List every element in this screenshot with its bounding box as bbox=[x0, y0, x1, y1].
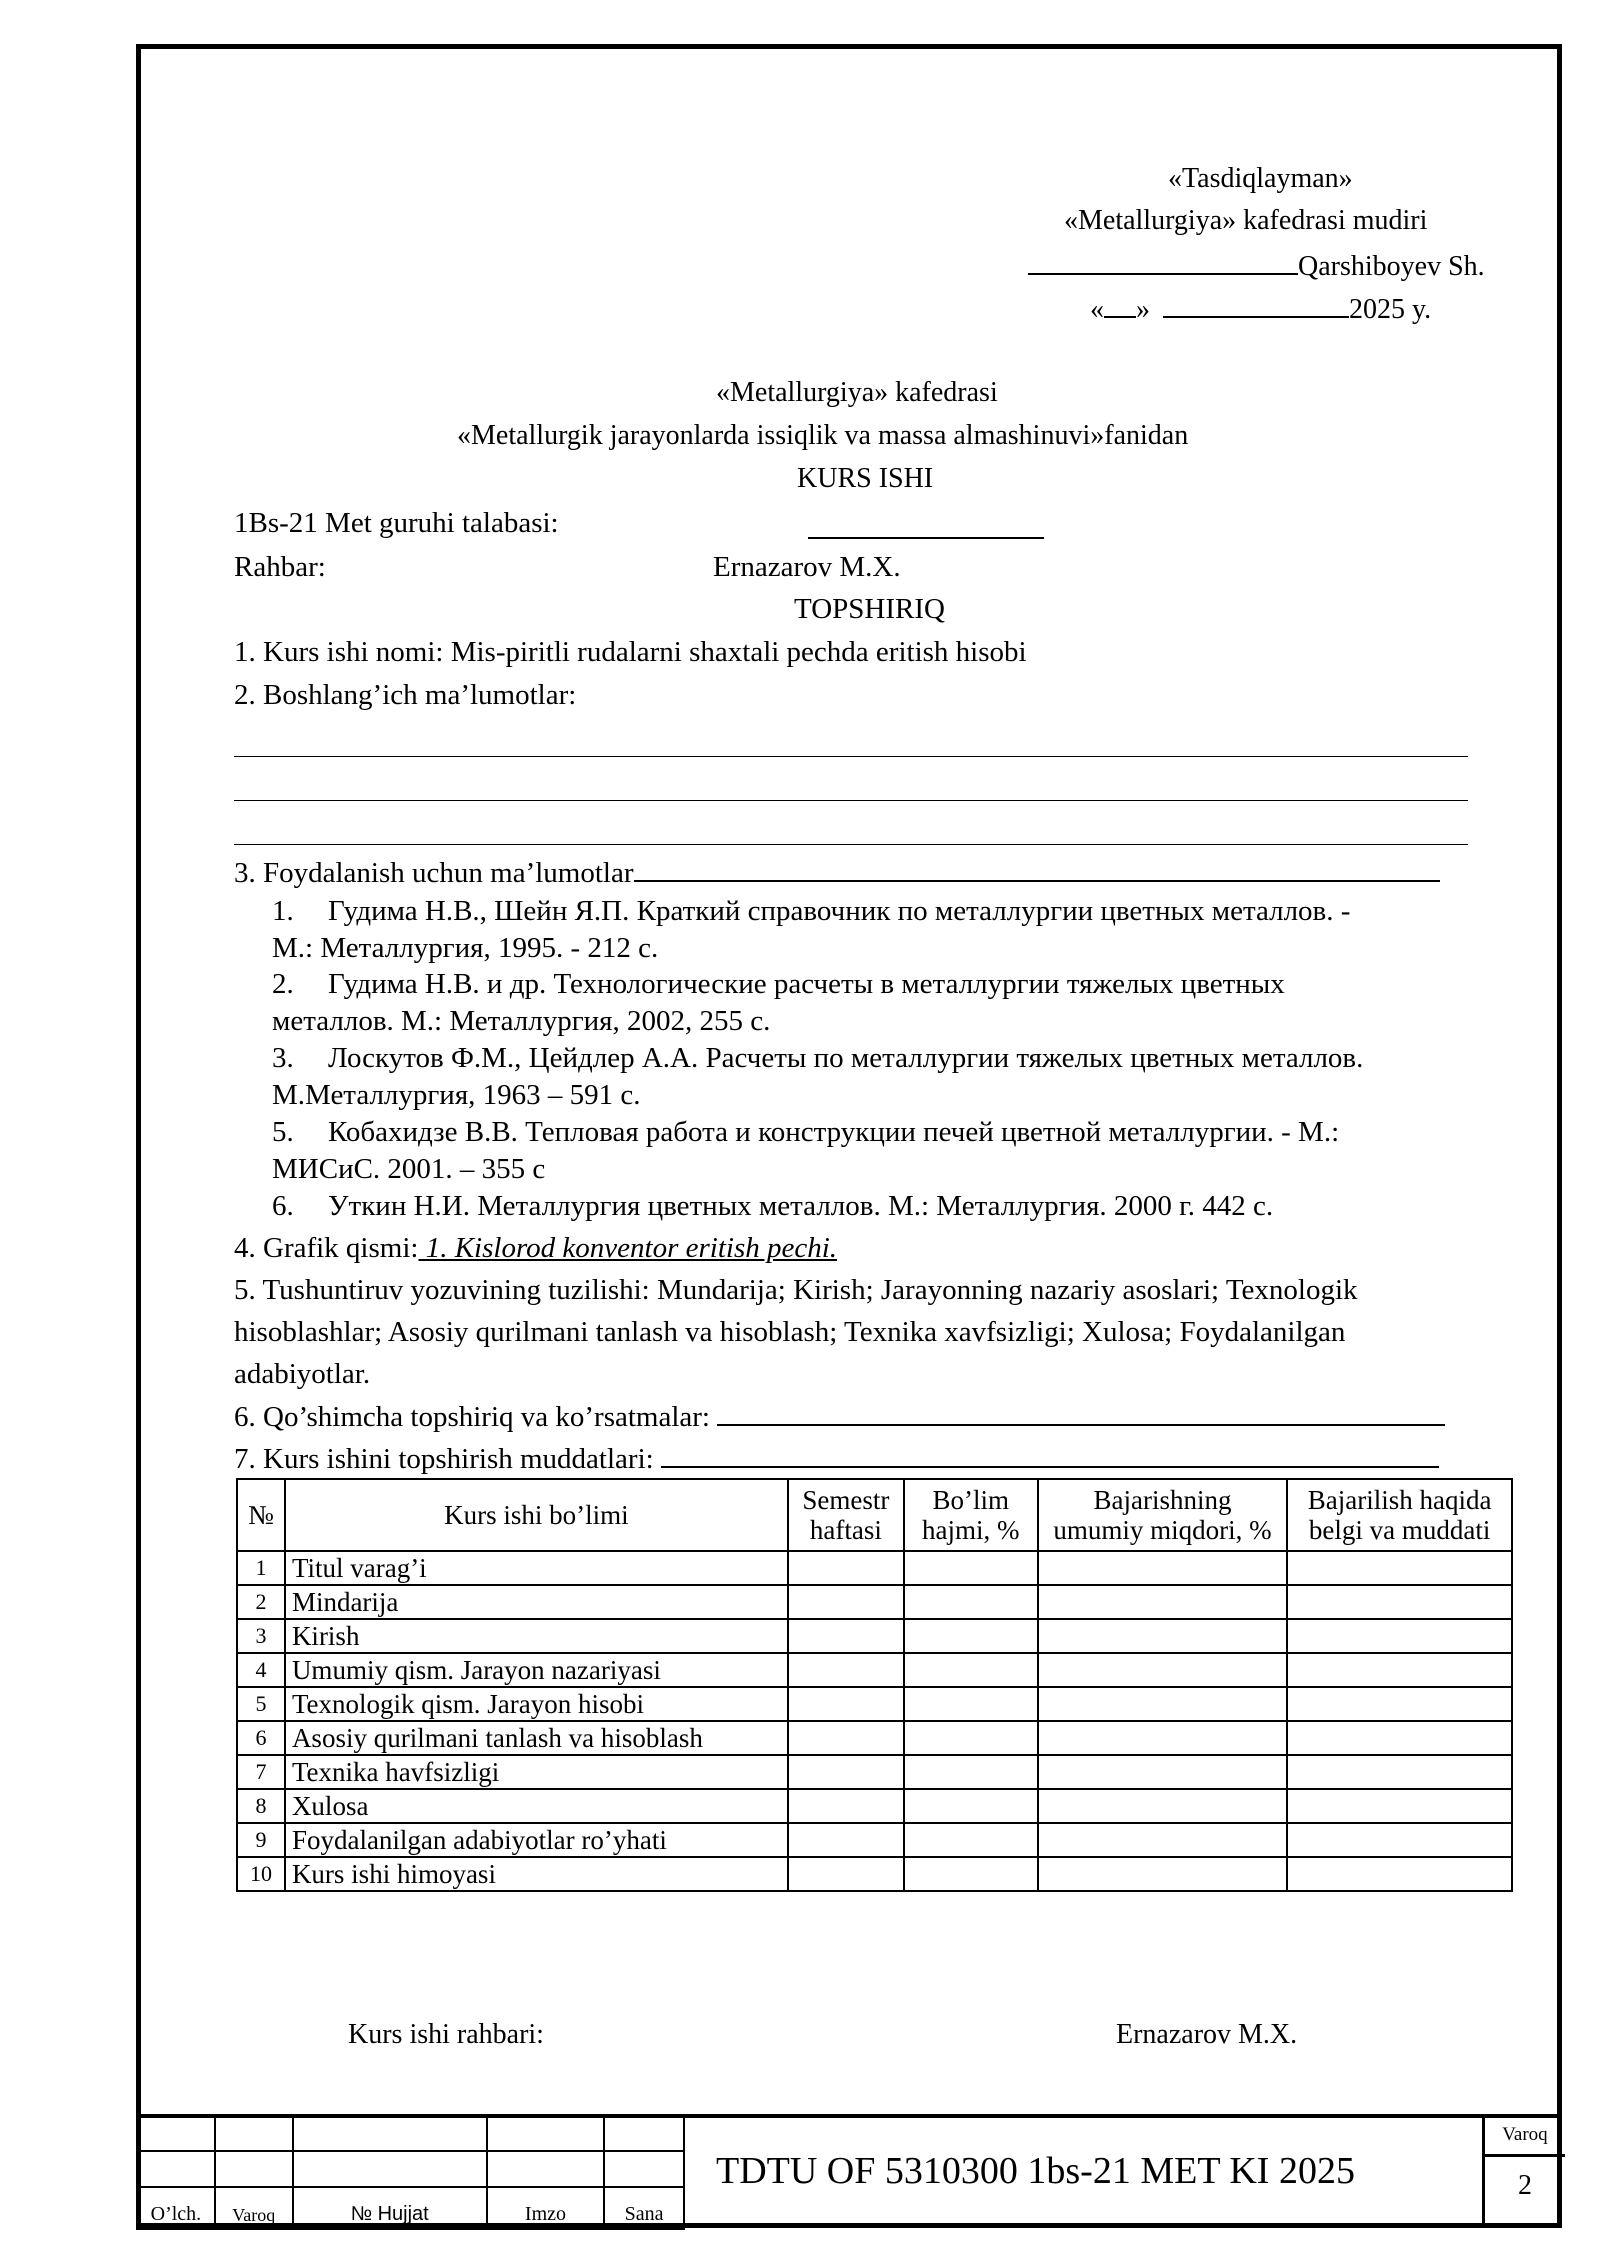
supervisor-label: Rahbar: bbox=[234, 551, 326, 583]
reference-item: 1. Гудима Н.В., Шейн Я.П. Краткий справочник по металлургии цветных металлов. - bbox=[272, 895, 1351, 927]
item-4-graphic-part bbox=[234, 1230, 837, 1266]
student-name-blank bbox=[808, 537, 1044, 539]
col-header-total: Bajarishning umumiy miqdori, % bbox=[1038, 1479, 1288, 1551]
stamp-col-varoq: Varoq bbox=[215, 2187, 293, 2229]
fill-line bbox=[234, 844, 1468, 845]
sheet-label: Varoq bbox=[1502, 2124, 1548, 2145]
title-block bbox=[136, 2114, 1562, 2228]
item-7-text: 7. Kurs ishini topshirish muddatlari: bbox=[234, 1443, 654, 1475]
date-year: 2025 y. bbox=[1349, 294, 1432, 325]
table-row: 5 Texnologik qism. Jarayon hisobi bbox=[237, 1687, 1512, 1721]
day-blank bbox=[1104, 290, 1136, 318]
table-header-row bbox=[237, 1479, 1512, 1551]
col-header-volume: Bo’lim hajmi, % bbox=[904, 1479, 1038, 1551]
doc-title: KURS ISHI bbox=[797, 463, 934, 494]
task-table bbox=[236, 1478, 1513, 1892]
item-7-deadlines bbox=[234, 1440, 1439, 1477]
table-row: 10 Kurs ishi himoyasi bbox=[237, 1857, 1512, 1891]
approval-position: «Metallurgiya» kafedrasi mudiri bbox=[1064, 205, 1428, 236]
fill-line bbox=[234, 800, 1468, 801]
head-name: Qarshiboyev Sh. bbox=[1298, 251, 1485, 282]
reference-item-cont: МИСиС. 2001. – 355 с bbox=[272, 1153, 546, 1185]
stamp-col-sana: Sana bbox=[604, 2187, 684, 2229]
reference-item-cont: М.Металлургия, 1963 – 591 с. bbox=[272, 1079, 641, 1111]
sheet-number: 2 bbox=[1518, 2170, 1532, 2201]
approval-signature-line bbox=[1028, 247, 1485, 284]
table-row: 1 Titul varag’i bbox=[237, 1551, 1512, 1585]
item-6-text: 6. Qo’shimcha topshiriq va ko’rsatmalar: bbox=[234, 1401, 710, 1433]
month-blank bbox=[1163, 290, 1349, 318]
reference-item: 3. Лоскутов Ф.М., Цейдлер А.А. Расчеты по металлургии тяжелых цветных металлов. bbox=[272, 1042, 1364, 1074]
item-4-value: 1. Kislorod konventor eritish pechi. bbox=[418, 1232, 838, 1264]
date-open-quote: « bbox=[1090, 294, 1104, 325]
signature-blank bbox=[1028, 247, 1298, 275]
date-close-quote: » bbox=[1136, 294, 1150, 325]
supervisor-name: Ernazarov M.X. bbox=[713, 551, 901, 583]
item-3-text: 3. Foydalanish uchun ma’lumotlar bbox=[234, 857, 634, 889]
item-5-structure-cont: hisoblashlar; Asosiy qurilmani tanlash va hisoblash; Texnika xavfsizligi; Xulosa; Foydalanilgan bbox=[234, 1316, 1346, 1348]
stamp-grid bbox=[136, 2114, 685, 2230]
item-5-structure-cont: adabiyotlar. bbox=[234, 1358, 371, 1390]
sheet-divider bbox=[1485, 2154, 1565, 2157]
sheet-cell bbox=[1482, 2114, 1565, 2228]
reference-item: 5. Кобахидзе В.В. Тепловая работа и конструкции печей цветной металлургии. - М.: bbox=[272, 1116, 1340, 1148]
approval-date bbox=[1090, 290, 1431, 327]
col-header-week: Semestr haftasi bbox=[788, 1479, 904, 1551]
department-title: «Metallurgiya» kafedrasi bbox=[716, 377, 998, 408]
stamp-col-imzo: Imzo bbox=[487, 2187, 605, 2229]
col-header-section: Kurs ishi bo’limi bbox=[285, 1479, 788, 1551]
stamp-col-hujjat: № Hujjat bbox=[293, 2187, 487, 2229]
table-row: 9 Foydalanilgan adabiyotlar ro’yhati bbox=[237, 1823, 1512, 1857]
table-row: 3 Kirish bbox=[237, 1619, 1512, 1653]
item-3-references-label bbox=[234, 854, 1440, 891]
subject-title: «Metallurgik jarayonlarda issiqlik va massa almashinuvi»fanidan bbox=[457, 420, 1189, 451]
signature-label: Kurs ishi rahbari: bbox=[348, 2019, 544, 2050]
signature-name: Ernazarov M.X. bbox=[1116, 2019, 1298, 2050]
assignment-title: TOPSHIRIQ bbox=[794, 593, 945, 625]
table-row: 4 Umumiy qism. Jarayon nazariyasi bbox=[237, 1653, 1512, 1687]
item-5-structure: 5. Tushuntiruv yozuvining tuzilishi: Mundarija; Kirish; Jarayonning nazariy asoslari; Texnologik bbox=[234, 1274, 1358, 1306]
references-blank bbox=[634, 854, 1440, 882]
reference-item: 2. Гудима Н.В. и др. Технологические расчеты в металлургии тяжелых цветных bbox=[272, 968, 1285, 1000]
item-2-initial-data: 2. Boshlang’ich ma’lumotlar: bbox=[234, 679, 577, 711]
table-row: 6 Asosiy qurilmani tanlash va hisoblash bbox=[237, 1721, 1512, 1755]
reference-item-cont: металлов. М.: Металлургия, 2002, 255 с. bbox=[272, 1005, 771, 1037]
col-header-mark: Bajarilish haqida belgi va muddati bbox=[1287, 1479, 1512, 1551]
reference-item-cont: М.: Металлургия, 1995. - 212 с. bbox=[272, 932, 659, 964]
fill-line bbox=[234, 756, 1468, 757]
item-4-label: 4. Grafik qismi: bbox=[234, 1232, 419, 1264]
student-group-label: 1Bs-21 Met guruhi talabasi: bbox=[234, 507, 559, 539]
table-row: 8 Xulosa bbox=[237, 1789, 1512, 1823]
stamp-col-olch: O’lch. bbox=[137, 2187, 215, 2229]
reference-item: 6. Уткин Н.И. Металлургия цветных металлов. М.: Металлургия. 2000 г. 442 с. bbox=[272, 1190, 1274, 1222]
extra-tasks-blank bbox=[717, 1398, 1445, 1426]
col-header-number: № bbox=[237, 1479, 285, 1551]
item-1-course-name: 1. Kurs ishi nomi: Mis-piritli rudalarni shaxtali pechda eritish hisobi bbox=[234, 636, 1027, 668]
table-row: 7 Texnika havfsizligi bbox=[237, 1755, 1512, 1789]
item-6-extra-tasks bbox=[234, 1398, 1445, 1435]
approval-title: «Tasdiqlayman» bbox=[1168, 163, 1353, 194]
document-code: TDTU OF 5310300 1bs-21 MET KI 2025 bbox=[716, 2150, 1355, 2192]
table-row: 2 Mindarija bbox=[237, 1585, 1512, 1619]
deadlines-blank bbox=[661, 1440, 1439, 1468]
